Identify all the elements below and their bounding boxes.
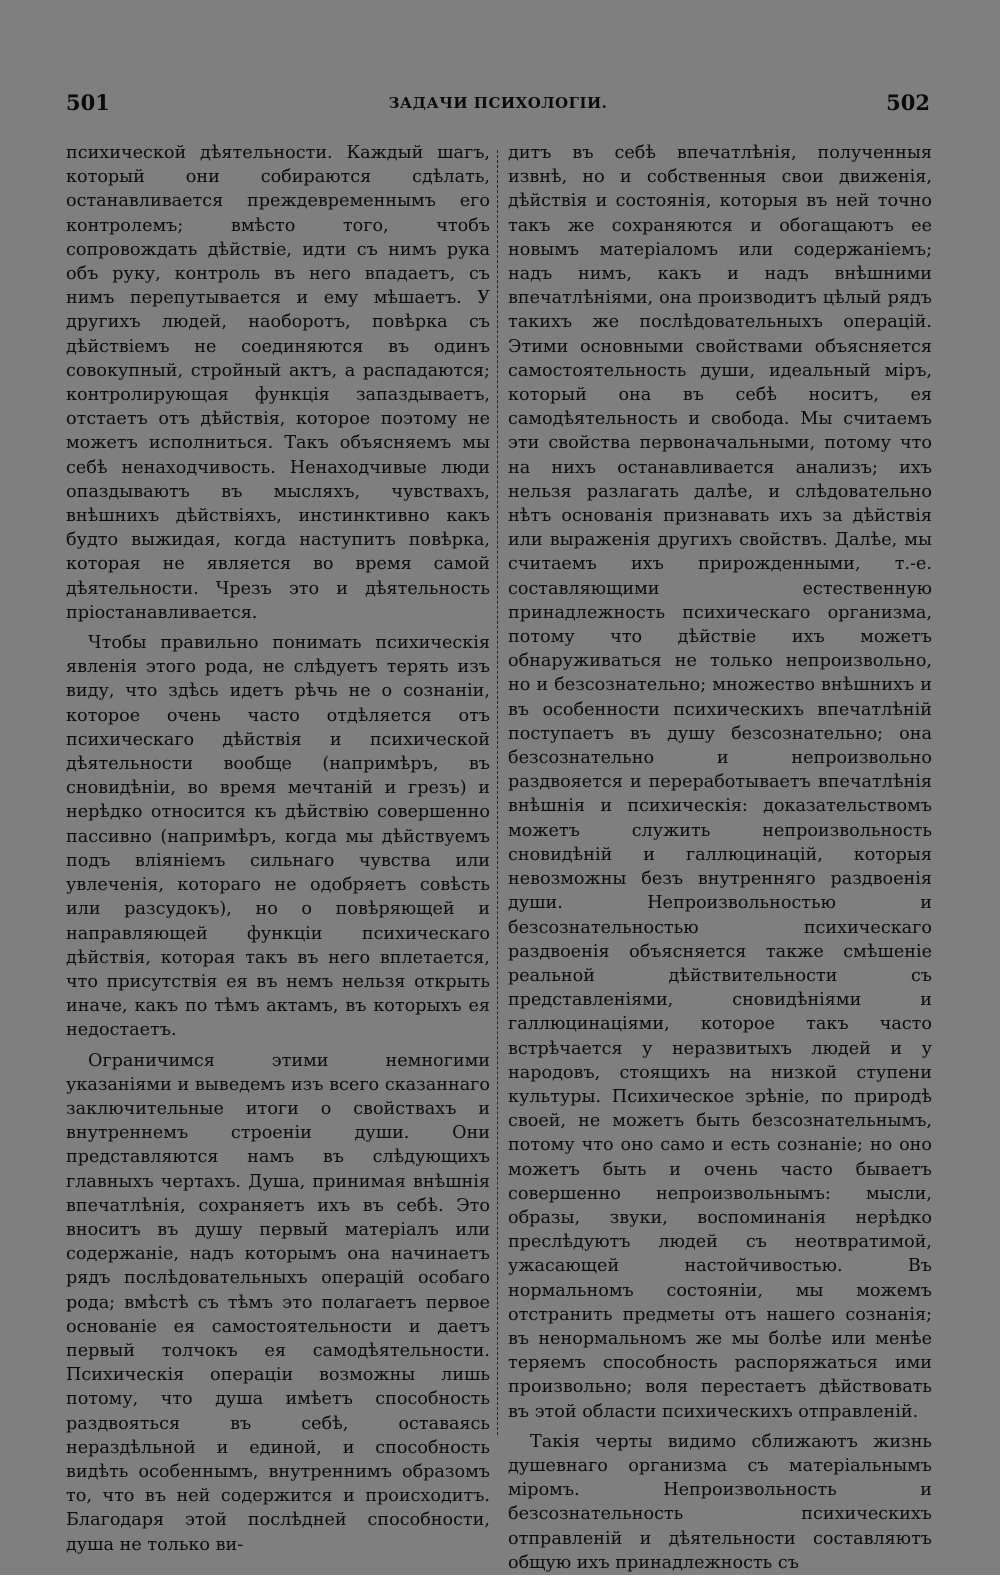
page-number-left: 501 [66,90,110,115]
paragraph: Ограничимся этими немногими указаніями и выведемъ изъ всего сказаннаго заключительные итоги о свойствахъ и внутреннемъ строеніи души. Они представляются намъ въ слѣдующихъ главныхъ чертахъ. Душа, принимая внѣшнія впечатлѣнія, сохраняетъ ихъ въ себѣ. Это вноситъ въ душу первый матеріалъ или содержаніе, надъ которымъ она начинаетъ рядъ послѣдовательныхъ операцій особаго рода; вмѣстѣ съ тѣмъ это полагаетъ первое основаніе ея самостоятельности и даетъ первый толчокъ ея самодѣятельности. Психическія операціи возможны лишь потому, что душа имѣетъ способность раздвояться въ себѣ, оставаясь нераздѣльной и единой, и способность видѣть особеннымъ, внутреннимъ образомъ то, что въ ней содержится и происходитъ. Благодаря этой послѣдней способности, душа не только ви- [66,1050,490,1555]
paragraph: психической дѣятельности. Каждый шагъ, который они собираются сдѣлать, останавливается преждевременнымъ его контролемъ; вмѣсто того, чтобъ сопровождать дѣйствіе, идти съ нимъ рука объ руку, контроль въ него впадаетъ, съ нимъ перепутывается и ему мѣшаетъ. У другихъ людей, наоборотъ, повѣрка съ дѣйствіемъ не соединяются въ одинъ совокупный, стройный актъ, а распадаются; контролирующая функція запаздываетъ, отстаетъ отъ дѣйствія, которое поэтому не можетъ исполниться. Такъ объясняемъ мы себѣ ненаходчивость. Ненаходчивые люди опаздываютъ въ мысляхъ, чувствахъ, внѣшнихъ дѣйствіяхъ, инстинктивно какъ будто выжидая, когда наступитъ повѣрка, которая не является во время самой дѣятельности. Чрезъ это и дѣятельность пріостанавливается. [66,143,490,623]
paragraph: Такія черты видимо сближаютъ жизнь душевнаго организма съ матеріальнымъ міромъ. Непроизвольность и безсознательность психическихъ отправленій и дѣятельности составляютъ общую ихъ принадлежность съ [508,1431,932,1573]
left-column [66,141,490,1557]
paragraph: Чтобы правильно понимать психическія явленія этого рода, не слѣдуетъ терять изъ виду, что здѣсь идетъ рѣчь не о сознаніи, которое очень часто отдѣляется отъ психическаго дѣйствія и психической дѣятельности вообще (напримѣръ, въ сновидѣніи, во время мечтаній и грезъ) и нерѣдко относится къ дѣйствію совершенно пассивно (напримѣръ, когда мы дѣйствуемъ подъ вліяніемъ сильнаго чувства или увлеченія, котораго не одобряетъ совѣсть или разсудокъ), но о повѣряющей и направляющей функціи психическаго дѣйствія, которая такъ въ него вплетается, что присутствія ея въ немъ нельзя открыть иначе, какъ по тѣмъ актамъ, въ которыхъ ея недостаетъ. [66,633,490,1041]
right-column [508,141,932,1575]
column-divider [497,150,499,1435]
page-number-right: 502 [886,90,930,115]
page-header [66,90,930,120]
paragraph: дитъ въ себѣ впечатлѣнія, полученныя извнѣ, но и собственныя свои движенія, дѣйствія и состоянія, которыя въ ней точно такъ же сохраняются и обогащаютъ ее новымъ матеріаломъ или содержаніемъ; надъ нимъ, какъ и надъ внѣшними впечатлѣніями, она производитъ цѣлый рядъ такихъ же послѣдовательныхъ операцій. Этими основными свойствами объясняется самостоятельность души, идеальный міръ, который она въ себѣ носитъ, ея самодѣятельность и свобода. Мы считаемъ эти свойства первоначальными, потому что на нихъ останавливается анализъ; ихъ нельзя разлагать далѣе, и слѣдовательно нѣтъ основанія признавать ихъ за дѣйствія или выраженія другихъ свойствъ. Далѣе, мы считаемъ ихъ прирожденными, т.-е. составляющими естественную принадлежность психическаго организма, потому что дѣйствіе ихъ можетъ обнаруживаться не только непроизвольно, но и безсознательно; множество внѣшнихъ и въ особенности психическихъ впечатлѣній поступаетъ въ душу безсознательно; она безсознательно и непроизвольно раздвояется и переработываетъ впечатлѣнія внѣшнія и психическія: доказательствомъ можетъ служить непроизвольность сновидѣній и галлюцинацій, которыя невозможны безъ внутренняго раздвоенія души. Непроизвольностью и безсознательностью психическаго раздвоенія объясняется также смѣшеніе реальной дѣйствительности съ представленіями, сновидѣніями и галлюцинаціями, которое такъ часто встрѣчается у неразвитыхъ людей и у народовъ, стоящихъ на низкой ступени культуры. Психическое зрѣніе, по природѣ своей, не можетъ быть безсознательнымъ, потому что оно само и есть сознаніе; но оно можетъ быть и очень часто бываетъ совершенно непроизвольнымъ: мысли, образы, звуки, воспоминанія нерѣдко преслѣдуютъ людей съ неотвратимой, ужасающей настойчивостью. Въ нормальномъ состояніи, мы можемъ отстранить предметы отъ нашего сознанія; въ ненормальномъ же мы болѣе или менѣе теряемъ способность распоряжаться ими произвольно; воля перестаетъ дѣйствовать въ этой области психическихъ отправленій. [508,143,932,1422]
running-title: ЗАДАЧИ ПСИХОЛОГІИ. [388,94,608,112]
